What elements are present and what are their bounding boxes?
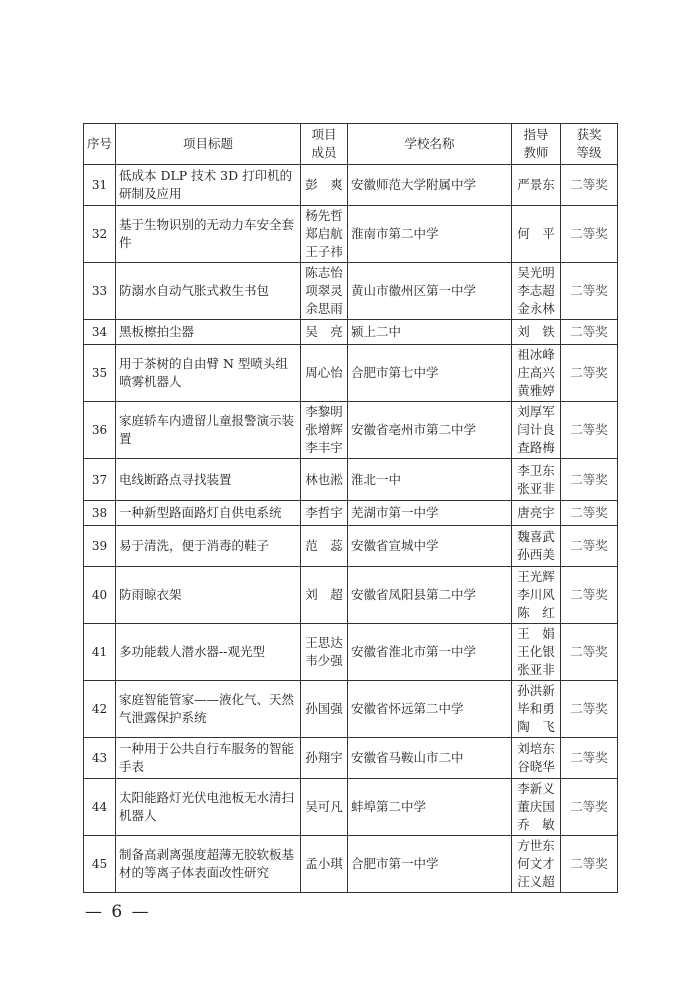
header-school: 学校名称 [348, 124, 512, 165]
school-name: 合肥市第七中学 [348, 345, 512, 402]
awards-table [83, 123, 618, 893]
advisor-teachers: 王光辉 李川风 陈 红 [512, 567, 561, 624]
project-members: 彭 爽 [301, 165, 348, 206]
table-row [84, 624, 618, 681]
school-name: 合肥市第一中学 [348, 836, 512, 893]
project-title: 制备高剥离强度超薄无胶软板基材的等离子体表面改性研究 [116, 836, 301, 893]
table-header-row [84, 124, 618, 165]
table-row [84, 206, 618, 263]
advisor-teachers: 李卫东 张亚非 [512, 459, 561, 501]
project-title: 防雨晾衣架 [116, 567, 301, 624]
school-name: 安徽师范大学附属中学 [348, 165, 512, 206]
school-name: 黄山市徽州区第一中学 [348, 263, 512, 320]
row-number: 38 [84, 501, 116, 526]
advisor-teachers: 魏喜武 孙西美 [512, 526, 561, 567]
project-members: 吴 亮 [301, 320, 348, 345]
award-level: 二等奖 [561, 501, 618, 526]
school-name: 颍上二中 [348, 320, 512, 345]
advisor-teachers: 刘 铁 [512, 320, 561, 345]
advisor-teachers: 王 娟 王化银 张亚非 [512, 624, 561, 681]
award-level: 二等奖 [561, 206, 618, 263]
table-row [84, 320, 618, 345]
advisor-teachers: 何 平 [512, 206, 561, 263]
award-level: 二等奖 [561, 567, 618, 624]
project-members: 刘 超 [301, 567, 348, 624]
award-level: 二等奖 [561, 165, 618, 206]
award-level: 二等奖 [561, 459, 618, 501]
row-number: 42 [84, 681, 116, 738]
table-row [84, 526, 618, 567]
project-members: 林也淞 [301, 459, 348, 501]
school-name: 安徽省亳州市第二中学 [348, 402, 512, 459]
row-number: 45 [84, 836, 116, 893]
table-row [84, 402, 618, 459]
advisor-teachers: 祖冰峰 庄高兴 黄雅婷 [512, 345, 561, 402]
project-title: 基于生物识别的无动力车安全套件 [116, 206, 301, 263]
project-title: 低成本 DLP 技术 3D 打印机的研制及应用 [116, 165, 301, 206]
row-number: 41 [84, 624, 116, 681]
project-members: 王思达 韦少强 [301, 624, 348, 681]
table-row [84, 165, 618, 206]
project-title: 家庭轿车内遗留儿童报警演示装置 [116, 402, 301, 459]
project-title: 一种新型路面路灯自供电系统 [116, 501, 301, 526]
award-level: 二等奖 [561, 402, 618, 459]
project-members: 杨先哲 郑启航 王子祎 [301, 206, 348, 263]
project-members: 吴可凡 [301, 779, 348, 836]
row-number: 40 [84, 567, 116, 624]
project-title: 一种用于公共自行车服务的智能手表 [116, 738, 301, 779]
project-title: 防溺水自动气胀式救生书包 [116, 263, 301, 320]
project-title: 易于清洗，便于消毒的鞋子 [116, 526, 301, 567]
award-level: 二等奖 [561, 681, 618, 738]
award-level: 二等奖 [561, 526, 618, 567]
row-number: 37 [84, 459, 116, 501]
table-row [84, 681, 618, 738]
advisor-teachers: 唐亮宇 [512, 501, 561, 526]
school-name: 淮南市第二中学 [348, 206, 512, 263]
project-members: 李黎明 张增辉 李丰宇 [301, 402, 348, 459]
project-members: 周心怡 [301, 345, 348, 402]
award-level: 二等奖 [561, 779, 618, 836]
advisor-teachers: 方世东 何文才 汪义超 [512, 836, 561, 893]
table-row [84, 459, 618, 501]
award-level: 二等奖 [561, 738, 618, 779]
row-number: 44 [84, 779, 116, 836]
page-number: — 6 — [85, 902, 151, 922]
project-members: 孙翔宇 [301, 738, 348, 779]
advisor-teachers: 严景东 [512, 165, 561, 206]
header-no: 序号 [84, 124, 116, 165]
school-name: 安徽省马鞍山市二中 [348, 738, 512, 779]
school-name: 安徽省宣城中学 [348, 526, 512, 567]
project-members: 孙国强 [301, 681, 348, 738]
project-members: 陈志怡 项翠灵 余思雨 [301, 263, 348, 320]
table-row [84, 567, 618, 624]
project-members: 孟小琪 [301, 836, 348, 893]
award-level: 二等奖 [561, 345, 618, 402]
project-title: 太阳能路灯光伏电池板无水清扫机器人 [116, 779, 301, 836]
row-number: 31 [84, 165, 116, 206]
header-members: 项目 成员 [301, 124, 348, 165]
school-name: 安徽省怀远第二中学 [348, 681, 512, 738]
table-row [84, 836, 618, 893]
advisor-teachers: 刘培东 谷晓华 [512, 738, 561, 779]
row-number: 34 [84, 320, 116, 345]
school-name: 安徽省凤阳县第二中学 [348, 567, 512, 624]
table-row [84, 263, 618, 320]
row-number: 43 [84, 738, 116, 779]
project-title: 家庭智能管家——液化气、天然气泄露保护系统 [116, 681, 301, 738]
table-row [84, 345, 618, 402]
advisor-teachers: 孙洪新 毕和勇 陶 飞 [512, 681, 561, 738]
row-number: 33 [84, 263, 116, 320]
school-name: 淮北一中 [348, 459, 512, 501]
row-number: 32 [84, 206, 116, 263]
award-level: 二等奖 [561, 836, 618, 893]
school-name: 安徽省淮北市第一中学 [348, 624, 512, 681]
award-level: 二等奖 [561, 263, 618, 320]
project-members: 范 蕊 [301, 526, 348, 567]
advisor-teachers: 李新义 董庆国 乔 敏 [512, 779, 561, 836]
advisor-teachers: 吴光明 李志超 金永林 [512, 263, 561, 320]
row-number: 39 [84, 526, 116, 567]
advisor-teachers: 刘厚军 闫计良 查路梅 [512, 402, 561, 459]
header-teachers: 指导 教师 [512, 124, 561, 165]
award-level: 二等奖 [561, 320, 618, 345]
row-number: 35 [84, 345, 116, 402]
table-row [84, 738, 618, 779]
row-number: 36 [84, 402, 116, 459]
school-name: 芜湖市第一中学 [348, 501, 512, 526]
award-level: 二等奖 [561, 624, 618, 681]
table-row [84, 501, 618, 526]
project-members: 李哲宇 [301, 501, 348, 526]
header-award: 获奖 等级 [561, 124, 618, 165]
project-title: 电线断路点寻找装置 [116, 459, 301, 501]
project-title: 黑板檫拍尘器 [116, 320, 301, 345]
header-title: 项目标题 [116, 124, 301, 165]
table-row [84, 779, 618, 836]
project-title: 用于茶树的自由臂 N 型喷头组喷雾机器人 [116, 345, 301, 402]
project-title: 多功能载人潜水器--观光型 [116, 624, 301, 681]
school-name: 蚌埠第二中学 [348, 779, 512, 836]
